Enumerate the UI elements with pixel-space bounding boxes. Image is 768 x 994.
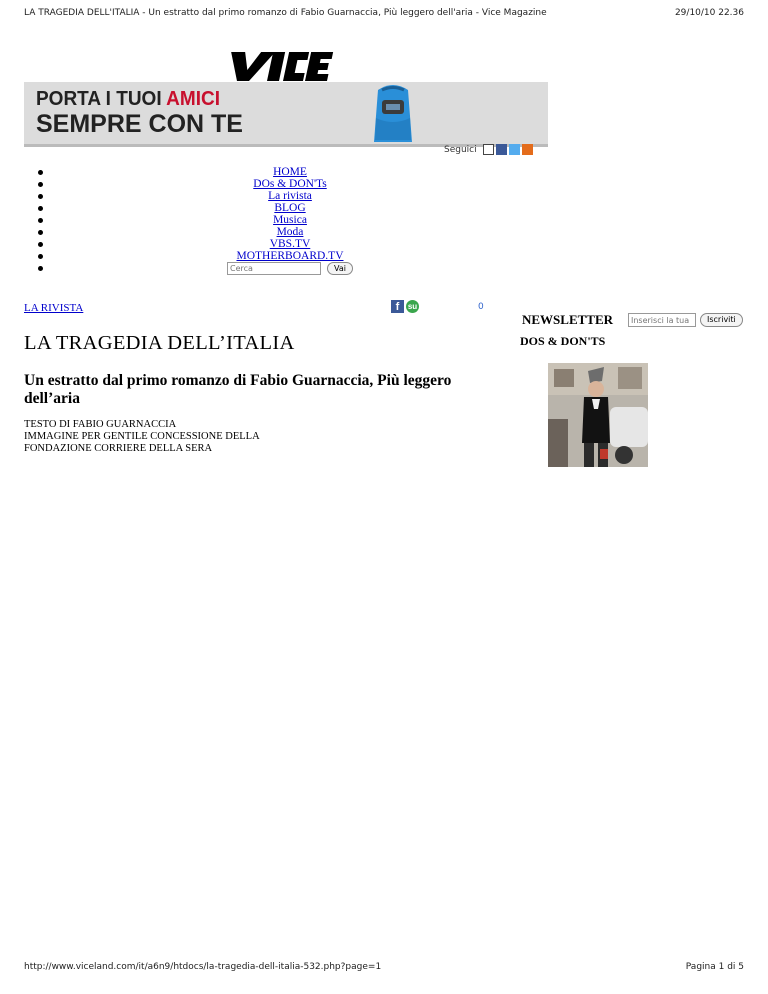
share-buttons — [391, 300, 419, 313]
credit-line: TESTO DI FABIO GUARNACCIA — [24, 419, 177, 430]
nav-item-moda[interactable] — [36, 226, 544, 238]
credit-line: IMMAGINE PER GENTILE CONCESSIONE DELLA — [24, 431, 260, 442]
nav-item-dos-donts[interactable] — [36, 178, 544, 190]
nav-link-vbs[interactable]: VBS.TV — [269, 238, 311, 250]
newsletter-email-input[interactable] — [628, 313, 696, 327]
nav-item-search — [36, 262, 544, 274]
credit-line: FONDAZIONE CORRIERE DELLA SERA — [24, 443, 213, 454]
nav-item-rivista[interactable] — [36, 190, 544, 202]
main-nav — [36, 166, 596, 274]
facebook-share-icon[interactable]: f — [391, 300, 404, 313]
print-title: LA TRAGEDIA DELL'ITALIA - Un estratto dal primo romanzo di Fabio Guarnaccia, Più leggero dell'aria - Vice Magazine — [24, 8, 547, 18]
nav-item-vbs[interactable] — [36, 238, 544, 250]
search-input[interactable] — [227, 262, 321, 275]
ad-banner[interactable] — [24, 82, 548, 147]
print-footer — [24, 962, 744, 972]
nav-link-rivista[interactable]: La rivista — [268, 190, 312, 202]
nav-item-musica[interactable] — [36, 214, 544, 226]
print-page-number: Pagina 1 di 5 — [685, 962, 744, 972]
nav-link-musica[interactable]: Musica — [273, 214, 307, 226]
social-label: Seguici — [444, 144, 477, 155]
vice-logo[interactable] — [222, 48, 334, 84]
nav-item-blog[interactable] — [36, 202, 544, 214]
nav-link-home[interactable]: HOME — [273, 166, 307, 178]
banner-line2: SEMPRE CON TE — [36, 110, 243, 138]
article-title: LA TRAGEDIA DELL’ITALIA — [24, 332, 295, 354]
print-datetime: 29/10/10 22.36 — [674, 8, 744, 18]
nav-item-motherboard[interactable] — [36, 250, 544, 262]
newsletter-subscribe-button[interactable]: Iscriviti — [700, 313, 743, 327]
mail-icon[interactable] — [483, 144, 494, 155]
newsletter-label: NEWSLETTER — [522, 312, 614, 327]
nav-link-motherboard[interactable]: MOTHERBOARD.TV — [236, 250, 344, 262]
dos-donts-photo[interactable] — [548, 363, 648, 467]
stumbleupon-icon[interactable]: su — [407, 302, 418, 311]
nav-link-moda[interactable]: Moda — [276, 226, 304, 238]
banner-line1: PORTA I TUOI AMICI — [36, 88, 221, 110]
nav-item-home[interactable] — [36, 166, 544, 178]
dos-donts-heading: DOS & DON'TS — [520, 334, 606, 348]
print-url: http://www.viceland.com/it/a6n9/htdocs/la-tragedia-dell-italia-532.php?page=1 — [24, 962, 382, 972]
search-button[interactable]: Vai — [327, 262, 353, 275]
facebook-icon[interactable] — [496, 144, 507, 155]
rss-icon[interactable] — [522, 144, 533, 155]
nav-link-dos-donts[interactable]: DOs & DON'Ts — [253, 178, 327, 190]
share-count: 0 — [478, 302, 484, 312]
section-link-rivista[interactable]: LA RIVISTA — [24, 302, 84, 314]
backpack-icon — [358, 82, 428, 144]
twitter-icon[interactable] — [509, 144, 520, 155]
article-subtitle: Un estratto dal primo romanzo di Fabio Guarnaccia, Più leggero dell’aria — [24, 372, 452, 407]
nav-link-blog[interactable]: BLOG — [274, 202, 306, 214]
print-header — [24, 8, 744, 18]
article-credits — [24, 419, 260, 455]
social-follow — [444, 144, 533, 155]
